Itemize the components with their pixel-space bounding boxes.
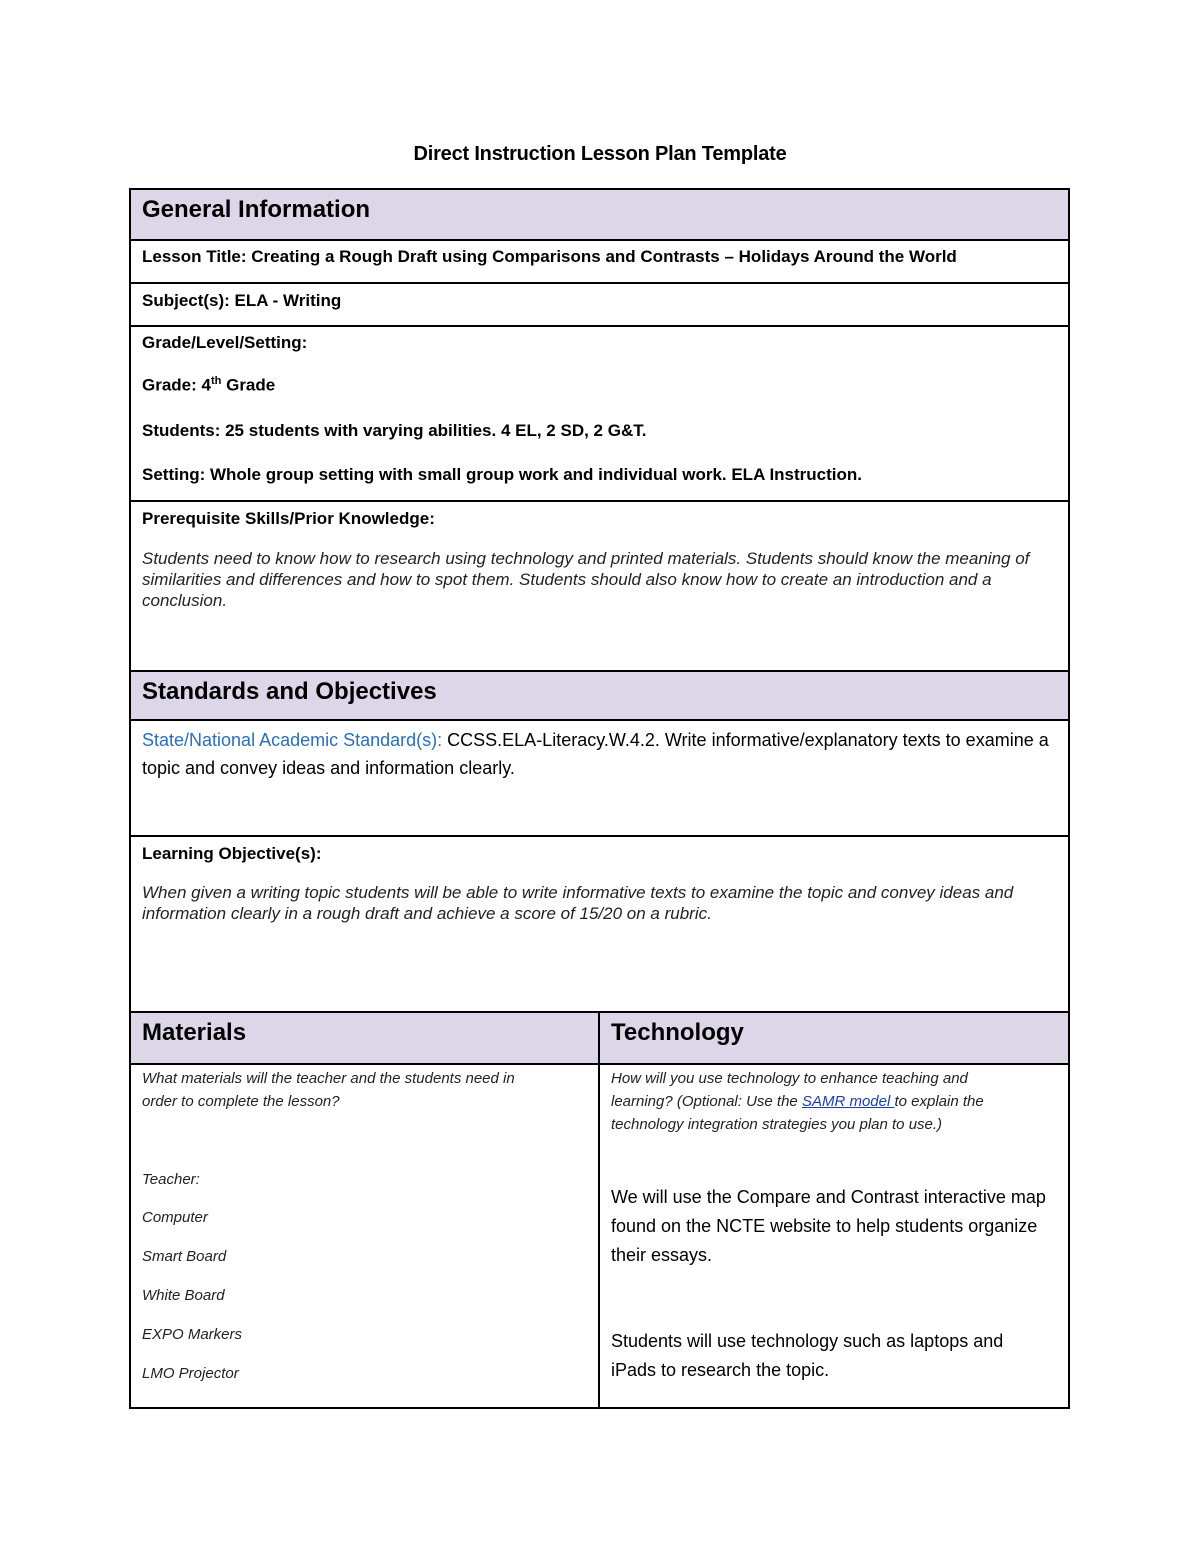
grade-level-setting-row	[131, 327, 1068, 502]
academic-standard-label: State/National Academic Standard(s):	[142, 730, 443, 750]
material-item: Computer	[142, 1209, 208, 1226]
grade-level-setting-label: Grade/Level/Setting:	[142, 333, 308, 352]
setting: Setting: Whole group setting with small group work and individual work. ELA Instruction.	[142, 465, 862, 484]
document-title: Direct Instruction Lesson Plan Template	[413, 143, 787, 165]
materials-technology-header	[131, 1013, 1068, 1065]
technology-header-cell	[600, 1013, 1068, 1063]
material-item: LMO Projector	[142, 1365, 239, 1382]
learning-objective-row	[131, 837, 1068, 1013]
material-item: EXPO Markers	[142, 1326, 243, 1343]
technology-prompt-line-2: learning? (Optional: Use the SAMR model to explain the	[611, 1093, 984, 1110]
prerequisite-text: Students need to know how to research using technology and printed materials. Students should know the meaning of similarities and differences and how to spot them. Students should also know how to create an introduction and a conclusion.	[142, 549, 1030, 610]
technology-content-cell	[600, 1065, 1068, 1407]
material-item: Smart Board	[142, 1248, 227, 1265]
samr-model-link[interactable]: SAMR model	[801, 1093, 895, 1110]
materials-technology-content	[131, 1065, 1068, 1407]
technology-prompt-line-3: technology integration strategies you plan to use.)	[611, 1116, 943, 1133]
prerequisite-row	[131, 502, 1068, 672]
material-item: White Board	[142, 1287, 225, 1304]
lesson-title-row	[131, 241, 1068, 284]
learning-objective-text: When given a writing topic students will be able to write informative texts to examine the topic and convey ideas and information clearly in a rough draft and achieve a score of 15/20 on a rubric.	[142, 883, 1014, 923]
standards-objectives-header	[131, 672, 1068, 721]
subjects: Subject(s): ELA - Writing	[142, 291, 342, 310]
materials-prompt-line-2: order to complete the lesson?	[142, 1093, 340, 1110]
materials-content-cell	[131, 1065, 600, 1407]
standards-objectives-heading: Standards and Objectives	[142, 678, 437, 705]
lesson-plan-table	[129, 188, 1070, 1409]
technology-prompt-line-1: How will you use technology to enhance teaching and	[611, 1070, 968, 1087]
technology-heading: Technology	[600, 1013, 1068, 1063]
general-information-header	[131, 190, 1068, 241]
technology-text-2: Students will use technology such as laptops and iPads to research the topic.	[611, 1331, 1004, 1380]
teacher-label: Teacher:	[142, 1171, 200, 1188]
technology-text-1: We will use the Compare and Contrast interactive map found on the NCTE website to help students organize their essays.	[611, 1187, 1046, 1265]
learning-objective-label: Learning Objective(s):	[142, 844, 322, 863]
prerequisite-label: Prerequisite Skills/Prior Knowledge:	[142, 509, 435, 528]
academic-standard-text: CCSS.ELA-Literacy.W.4.2. Write informative/explanatory texts to examine a topic and convey ideas and information clearly.	[142, 730, 1049, 778]
grade: Grade: 4th Grade	[142, 375, 276, 395]
materials-heading: Materials	[131, 1013, 598, 1063]
materials-header-cell	[131, 1013, 600, 1063]
academic-standard-row	[131, 721, 1068, 837]
general-information-heading: General Information	[142, 196, 371, 223]
students: Students: 25 students with varying abilities. 4 EL, 2 SD, 2 G&T.	[142, 421, 647, 440]
subjects-row	[131, 284, 1068, 327]
lesson-title: Lesson Title: Creating a Rough Draft using Comparisons and Contrasts – Holidays Around the World	[142, 247, 957, 266]
materials-prompt-line-1: What materials will the teacher and the students need in	[142, 1070, 515, 1087]
academic-standard	[142, 726, 1057, 782]
